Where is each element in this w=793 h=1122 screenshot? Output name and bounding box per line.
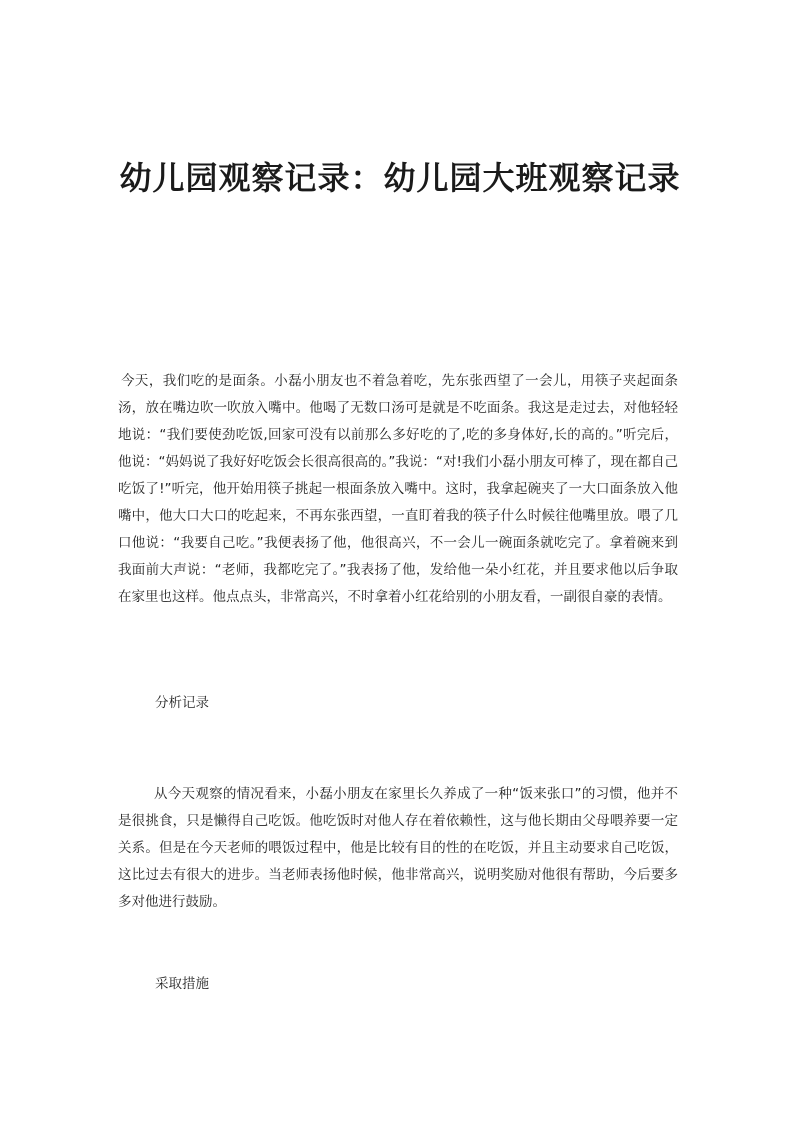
page-title: 幼儿园观察记录：幼儿园大班观察记录 [119,159,681,197]
observation-paragraph: 今天，我们吃的是面条。小磊小朋友也不着急着吃，先东张西望了一会儿，用筷子夹起面条汤，放在嘴边吹一吹放入嘴中。他喝了无数口汤可是就是不吃面条。我这是走过去，对他轻轻地说：“我们要使劲吃饭,回家可没有以前那么多好吃的了,吃的多身体好,长的高的。”听完后，他说：“妈妈说了我好好吃饭会长很高很高的。”我说：“对!我们小磊小朋友可棒了，现在都自己吃饭了!”听完，他开始用筷子挑起一根面条放入嘴中。这时，我拿起碗夹了一大口面条放入他嘴中，他大口大口的吃起来，不再东张西望，一直盯着我的筷子什么时候往他嘴里放。喂了几口他说：“我要自己吃。”我便表扬了他，他很高兴，不一会儿一碗面条就吃完了。拿着碗来到我面前大声说：“老师，我都吃完了。”我表扬了他，发给他一朵小红花，并且要求他以后争取在家里也这样。他点点头，非常高兴，不时拿着小红花给别的小朋友看，一副很自豪的表情。 [118,373,678,605]
analysis-paragraph: 从今天观察的情况看来，小磊小朋友在家里长久养成了一种“饭来张口”的习惯，他并不是很挑食，只是懒得自己吃饭。他吃饭时对他人存在着依赖性，这与他长期由父母喂养要一定关系。但是在今天老师的喂饭过程中，他是比较有目的性的在吃饭，并且主动要求自己吃饭，这比过去有很大的进步。当老师表扬他时候，他非常高兴，说明奖励对他很有帮助，今后要多多对他进行鼓励。 [118,786,678,910]
measures-heading: 采取措施 [155,976,209,992]
analysis-heading: 分析记录 [155,695,209,711]
